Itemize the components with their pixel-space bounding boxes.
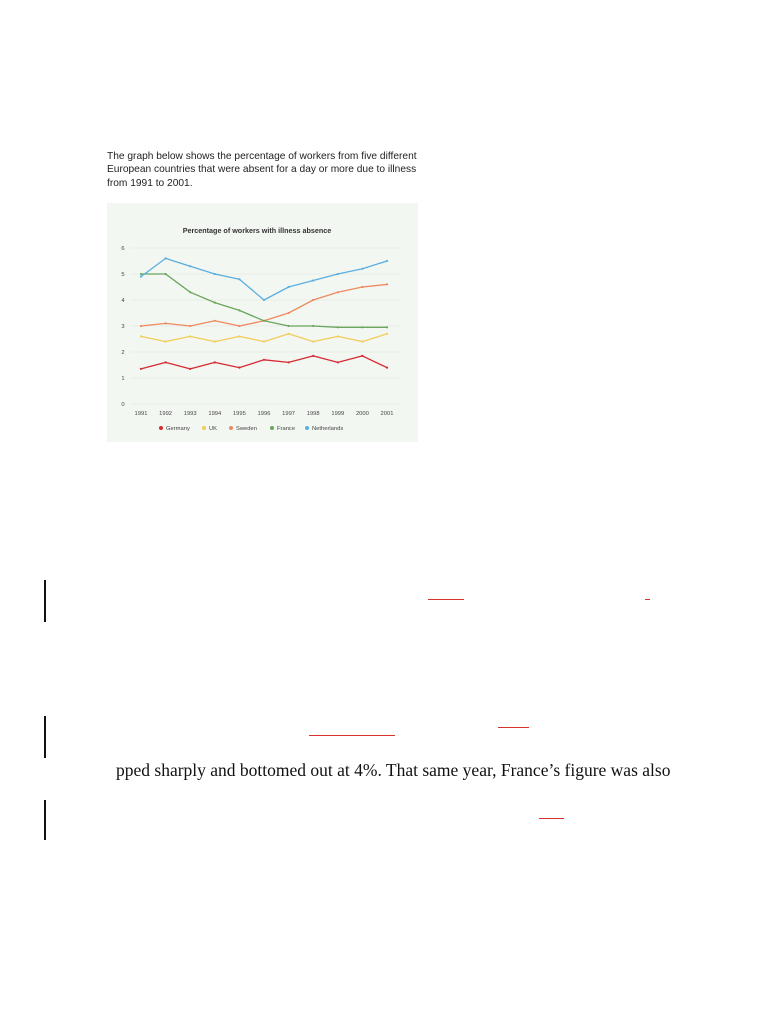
data-point-uk bbox=[361, 341, 363, 343]
legend-label-uk: UK bbox=[209, 426, 218, 432]
line-chart bbox=[107, 203, 418, 442]
legend-label-france: France bbox=[277, 426, 296, 432]
data-point-netherlands bbox=[189, 265, 191, 267]
data-point-netherlands bbox=[288, 286, 290, 288]
data-point-uk bbox=[386, 333, 388, 335]
data-point-sweden bbox=[361, 286, 363, 288]
revision-underline-3 bbox=[309, 735, 395, 736]
y-tick-label: 0 bbox=[121, 402, 125, 408]
x-tick-label: 1999 bbox=[331, 411, 345, 417]
data-point-uk bbox=[337, 335, 339, 337]
data-point-uk bbox=[263, 341, 265, 343]
data-point-france bbox=[238, 309, 240, 311]
intro-paragraph: The graph below shows the percentage of workers from five different European countries that were absent for a day or more due to illness from 1991 to 2001. bbox=[107, 151, 417, 189]
data-point-netherlands bbox=[361, 268, 363, 270]
data-point-uk bbox=[189, 335, 191, 337]
legend bbox=[159, 426, 343, 432]
data-point-france bbox=[140, 273, 142, 275]
data-point-netherlands bbox=[214, 273, 216, 275]
revision-underline-4 bbox=[498, 727, 529, 728]
legend-marker-uk bbox=[202, 426, 206, 430]
y-tick-label: 5 bbox=[121, 272, 125, 278]
data-point-france bbox=[337, 326, 339, 328]
data-point-netherlands bbox=[238, 278, 240, 280]
data-point-sweden bbox=[238, 325, 240, 327]
data-point-sweden bbox=[165, 322, 167, 324]
data-point-sweden bbox=[288, 312, 290, 314]
data-point-germany bbox=[189, 368, 191, 370]
data-point-france bbox=[263, 320, 265, 322]
data-point-germany bbox=[312, 355, 314, 357]
data-point-france bbox=[288, 325, 290, 327]
data-point-germany bbox=[263, 359, 265, 361]
x-tick-label: 1994 bbox=[208, 411, 222, 417]
y-tick-label: 3 bbox=[121, 324, 125, 330]
change-bar-2 bbox=[44, 716, 46, 758]
x-tick-label: 1993 bbox=[183, 411, 197, 417]
data-point-netherlands bbox=[165, 257, 167, 259]
body-text-line: pped sharply and bottomed out at 4%. That same year, France’s figure was also bbox=[116, 760, 671, 780]
data-point-uk bbox=[238, 335, 240, 337]
change-bar-3 bbox=[44, 800, 46, 840]
data-point-uk bbox=[312, 341, 314, 343]
data-point-germany bbox=[361, 355, 363, 357]
data-point-uk bbox=[214, 341, 216, 343]
legend-label-netherlands: Netherlands bbox=[312, 426, 344, 432]
data-point-netherlands bbox=[337, 273, 339, 275]
data-point-france bbox=[386, 326, 388, 328]
x-tick-label: 1992 bbox=[159, 411, 173, 417]
data-point-uk bbox=[140, 335, 142, 337]
data-point-france bbox=[189, 291, 191, 293]
legend-marker-netherlands bbox=[305, 426, 309, 430]
data-point-germany bbox=[386, 367, 388, 369]
data-point-sweden bbox=[337, 291, 339, 293]
data-point-sweden bbox=[140, 325, 142, 327]
y-tick-label: 4 bbox=[121, 298, 125, 304]
data-point-germany bbox=[140, 368, 142, 370]
revision-underline-2 bbox=[645, 599, 650, 600]
data-point-germany bbox=[337, 361, 339, 363]
chart-title: Percentage of workers with illness absence bbox=[182, 226, 332, 235]
change-bar-1 bbox=[44, 580, 46, 622]
legend-label-sweden: Sweden bbox=[236, 426, 257, 432]
legend-label-germany: Germany bbox=[166, 426, 190, 432]
x-tick-label: 1997 bbox=[282, 411, 296, 417]
data-point-sweden bbox=[214, 320, 216, 322]
data-point-germany bbox=[238, 367, 240, 369]
x-tick-label: 1991 bbox=[134, 411, 148, 417]
data-point-germany bbox=[288, 361, 290, 363]
data-point-netherlands bbox=[312, 279, 314, 281]
chart-background bbox=[107, 203, 418, 442]
x-tick-label: 1996 bbox=[257, 411, 271, 417]
legend-marker-france bbox=[270, 426, 274, 430]
data-point-germany bbox=[165, 361, 167, 363]
x-tick-label: 1995 bbox=[232, 411, 246, 417]
y-tick-label: 6 bbox=[121, 246, 125, 252]
data-point-uk bbox=[165, 341, 167, 343]
data-point-france bbox=[214, 302, 216, 304]
y-tick-label: 2 bbox=[121, 350, 125, 356]
data-point-germany bbox=[214, 361, 216, 363]
data-point-sweden bbox=[386, 283, 388, 285]
chart-svg bbox=[107, 203, 418, 442]
x-tick-label: 2001 bbox=[380, 411, 394, 417]
revision-underline-1 bbox=[428, 599, 464, 600]
revision-underline-5 bbox=[539, 818, 564, 819]
data-point-netherlands bbox=[263, 299, 265, 301]
data-point-france bbox=[312, 325, 314, 327]
x-tick-label: 2000 bbox=[355, 411, 369, 417]
x-tick-label: 1998 bbox=[306, 411, 320, 417]
legend-marker-germany bbox=[159, 426, 163, 430]
legend-marker-sweden bbox=[229, 426, 233, 430]
data-point-uk bbox=[288, 333, 290, 335]
data-point-france bbox=[361, 326, 363, 328]
data-point-sweden bbox=[189, 325, 191, 327]
data-point-sweden bbox=[312, 299, 314, 301]
data-point-netherlands bbox=[140, 276, 142, 278]
data-point-netherlands bbox=[386, 260, 388, 262]
data-point-france bbox=[165, 273, 167, 275]
y-tick-label: 1 bbox=[121, 376, 125, 382]
